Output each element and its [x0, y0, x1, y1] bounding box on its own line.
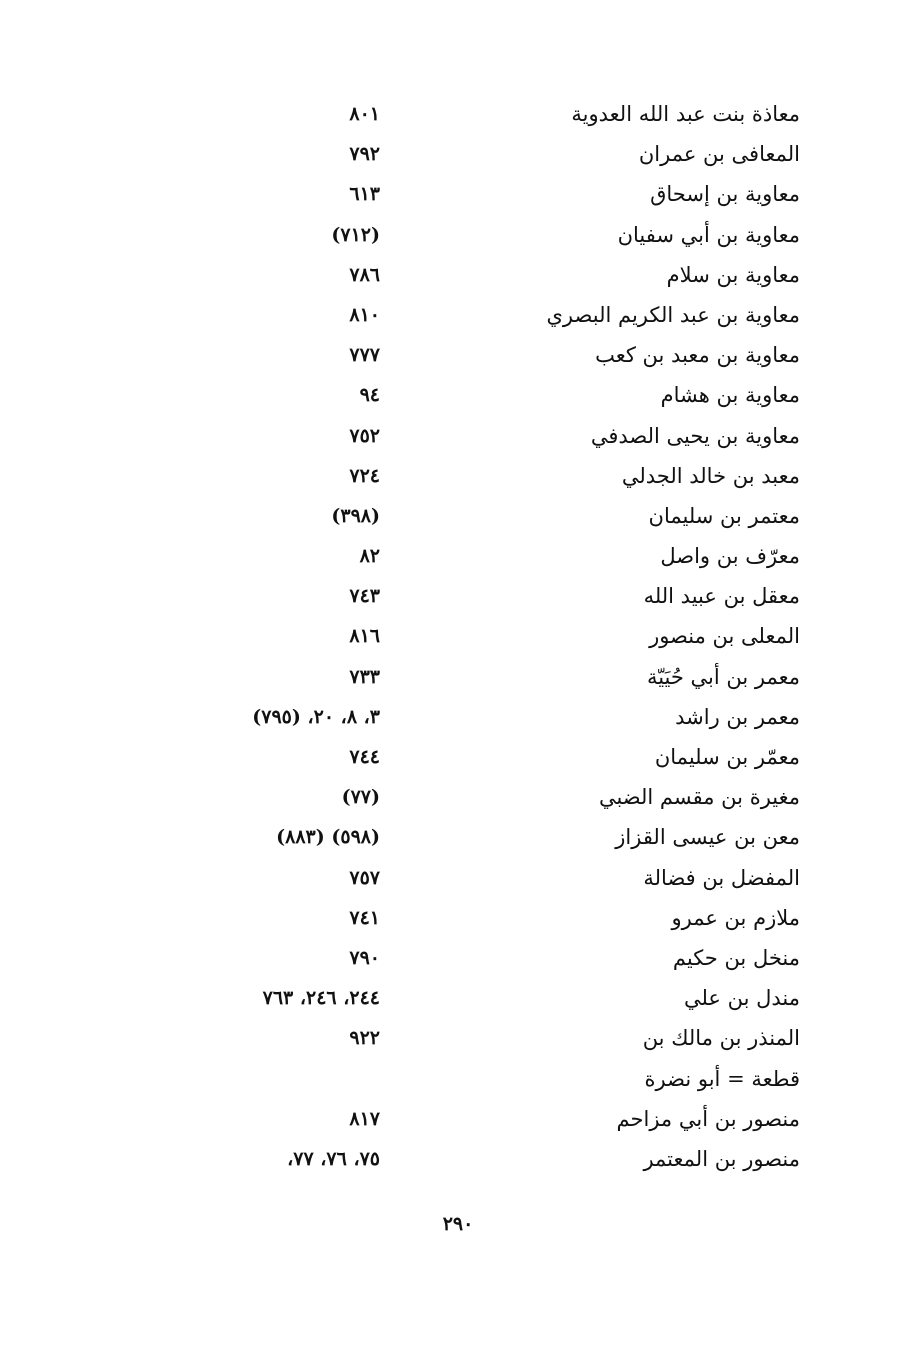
entry-name: معتمر بن سليمان: [648, 503, 800, 528]
index-entry: [180, 456, 800, 496]
entry-refs: ٧٣٣: [349, 665, 380, 688]
entry-name: معاوية بن إسحاق: [650, 182, 800, 207]
index-entry: [180, 938, 800, 978]
entry-refs: ٧٥، ٧٦، ٧٧،: [287, 1147, 380, 1170]
entry-name: معاوية بن هشام: [660, 383, 800, 408]
entry-name: ملازم بن عمرو: [671, 905, 800, 930]
entry-name: معبد بن خالد الجدلي: [621, 463, 800, 488]
entry-refs: ٧٤١: [349, 906, 380, 929]
entry-refs: ٧٧٧: [349, 344, 380, 367]
entry-refs: ٩٢٢: [349, 1027, 380, 1050]
entry-name: معمر بن راشد: [675, 704, 800, 729]
index-entry: [180, 416, 800, 456]
entry-refs: ٧٨٦: [349, 263, 380, 286]
index-entry: [180, 295, 800, 335]
index-entry: [180, 1018, 800, 1058]
index-entry: [180, 817, 800, 857]
entry-refs: (٧٧): [341, 786, 380, 809]
entry-name: منصور بن أبي مزاحم: [616, 1106, 800, 1131]
entry-refs: ٧٤٤: [349, 746, 380, 768]
entry-refs: ٧٤٣: [349, 585, 380, 608]
index-entry: [180, 1059, 800, 1099]
entry-refs: ٢٤٤، ٢٤٦، ٧٦٣: [262, 987, 380, 1010]
entry-name: معمر بن أبي حُيَيّة: [646, 664, 800, 689]
entry-name: المعافى بن عمران: [638, 142, 800, 167]
index-entry: [180, 978, 800, 1018]
entry-name: مغيرة بن مقسم الضبي: [598, 785, 800, 810]
index-entry: [180, 697, 800, 737]
entry-refs: ٧٢٤: [349, 464, 380, 487]
entry-name: منصور بن المعتمر: [643, 1146, 800, 1171]
entry-refs: ٨١٠: [349, 303, 380, 326]
entry-refs: (٧١٢): [331, 223, 380, 246]
index-entry: [180, 858, 800, 898]
index-entry: [180, 375, 800, 415]
page-number: ٢٩٠: [442, 1213, 474, 1235]
entry-refs: (٣٩٨): [331, 504, 380, 527]
index-entry: [180, 777, 800, 817]
entry-name: معرّف بن واصل: [660, 544, 800, 569]
index-entry: [180, 1139, 800, 1179]
index-entry: [180, 496, 800, 536]
entry-name: معقل بن عبيد الله: [643, 584, 800, 609]
entry-refs: ٨١٦: [349, 625, 380, 648]
entry-refs: ٧٩٠: [349, 946, 380, 969]
entry-name: معاوية بن عبد الكريم البصري: [546, 302, 800, 327]
entry-refs: ٣، ٨، ٢٠، (٧٩٥): [252, 705, 380, 728]
entry-refs: ٧٥٧: [349, 866, 380, 889]
index-entry: [180, 536, 800, 576]
entry-refs: ٧٩٢: [349, 143, 380, 166]
entry-name: المعلى بن منصور: [649, 624, 800, 649]
index-entry: [180, 1099, 800, 1139]
entry-name: قطعة = أبو نضرة: [644, 1066, 800, 1091]
entry-name: مندل بن علي: [683, 986, 800, 1011]
entry-refs: (٥٩٨) (٨٨٣): [276, 826, 380, 849]
index-entry: [180, 898, 800, 938]
index-entry: [180, 134, 800, 174]
entry-refs: ٨٠١: [349, 103, 380, 125]
index-entry: [180, 174, 800, 214]
entry-name: معاوية بن معبد بن كعب: [595, 343, 800, 368]
index-entry: [180, 737, 800, 777]
index-entry: [180, 335, 800, 375]
entry-name: المنذر بن مالك بن: [642, 1026, 800, 1051]
entry-refs: ٨٢: [359, 545, 380, 568]
entry-name: منخل بن حكيم: [672, 945, 800, 970]
index-entries: [180, 94, 800, 1179]
entry-refs: ٩٤: [359, 384, 380, 407]
index-entry: [180, 657, 800, 697]
entry-refs: ٦١٣: [349, 183, 380, 206]
index-entry: [180, 576, 800, 616]
entry-name: معاوية بن سلام: [666, 262, 800, 287]
entry-name: معاذة بنت عبد الله العدوية: [571, 102, 800, 126]
entry-name: المفضل بن فضالة: [643, 865, 800, 890]
entry-name: معاوية بن أبي سفيان: [617, 222, 800, 247]
entry-refs: ٧٥٢: [349, 424, 380, 447]
index-entry: [180, 255, 800, 295]
entry-name: معمّر بن سليمان: [654, 745, 800, 769]
index-entry: [180, 94, 800, 134]
index-entry: [180, 215, 800, 255]
entry-name: معاوية بن يحيى الصدفي: [590, 423, 800, 448]
entry-name: معن بن عيسى القزاز: [615, 825, 800, 850]
index-entry: [180, 616, 800, 656]
entry-refs: ٨١٧: [349, 1107, 380, 1130]
